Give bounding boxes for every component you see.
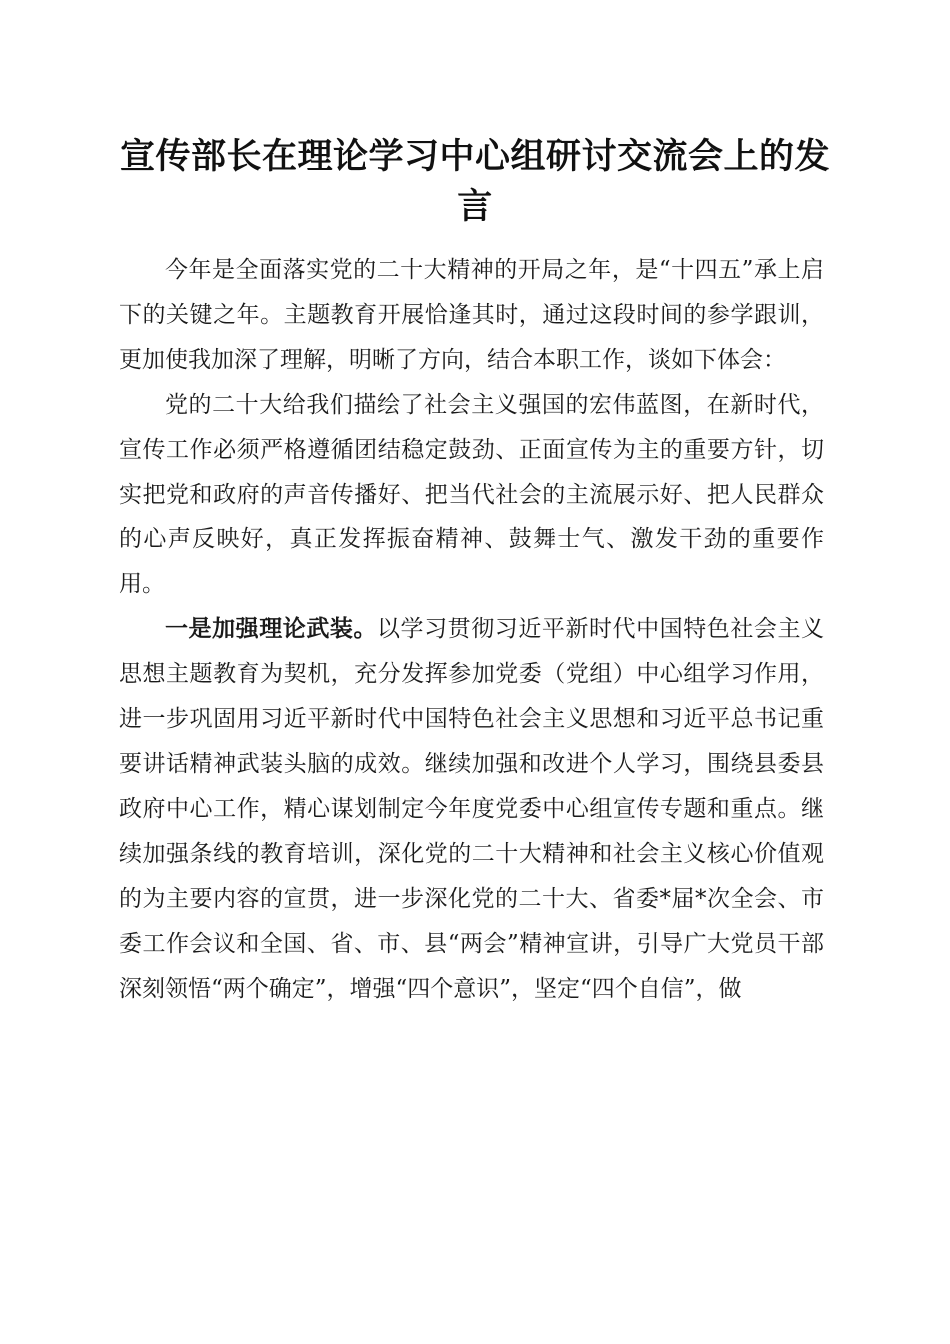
paragraph-theory [119,607,824,1011]
paragraph-text: 党的二十大给我们描绘了社会主义强国的宏伟蓝图，在新时代，宣传工作必须严格遵循团结稳定鼓劲、正面宣传为主的重要方针，切实把党和政府的声音传播好、把当代社会的主流展示好、把人民群众的心声反映好，真正发挥振奋精神、鼓舞士气、激发干劲的重要作用。 [119,391,824,598]
paragraph-intro [119,248,824,383]
page-title: 宣传部长在理论学习中心组研讨交流会上的发言 [119,136,830,227]
document-body [119,248,824,1011]
paragraph-lead: 一是加强理论武装。 [165,615,377,643]
paragraph-text: 以学习贯彻习近平新时代中国特色社会主义思想主题教育为契机，充分发挥参加党委（党组）中心组学习作用，进一步巩固用习近平新时代中国特色社会主义思想和习近平总书记重要讲话精神武装头脑的成效。继续加强和改进个人学习，围绕县委县政府中心工作，精心谋划制定今年度党委中心组宣传专题和重点。继续加强条线的教育培训，深化党的二十大精神和社会主义核心价值观的为主要内容的宣贯，进一步深化党的二十大、省委*届*次全会、市委工作会议和全国、省、市、县“两会”精神宣讲，引导广大党员干部深刻领悟“两个确定”，增强“四个意识”，坚定“四个自信”，做 [119,616,825,1002]
paragraph-text: 今年是全面落实党的二十大精神的开局之年，是“十四五”承上启下的关键之年。主题教育开展恰逢其时，通过这段时间的参学跟训，更加使我加深了理解，明晰了方向，结合本职工作，谈如下体会： [119,257,824,373]
paragraph-blueprint [119,383,824,608]
